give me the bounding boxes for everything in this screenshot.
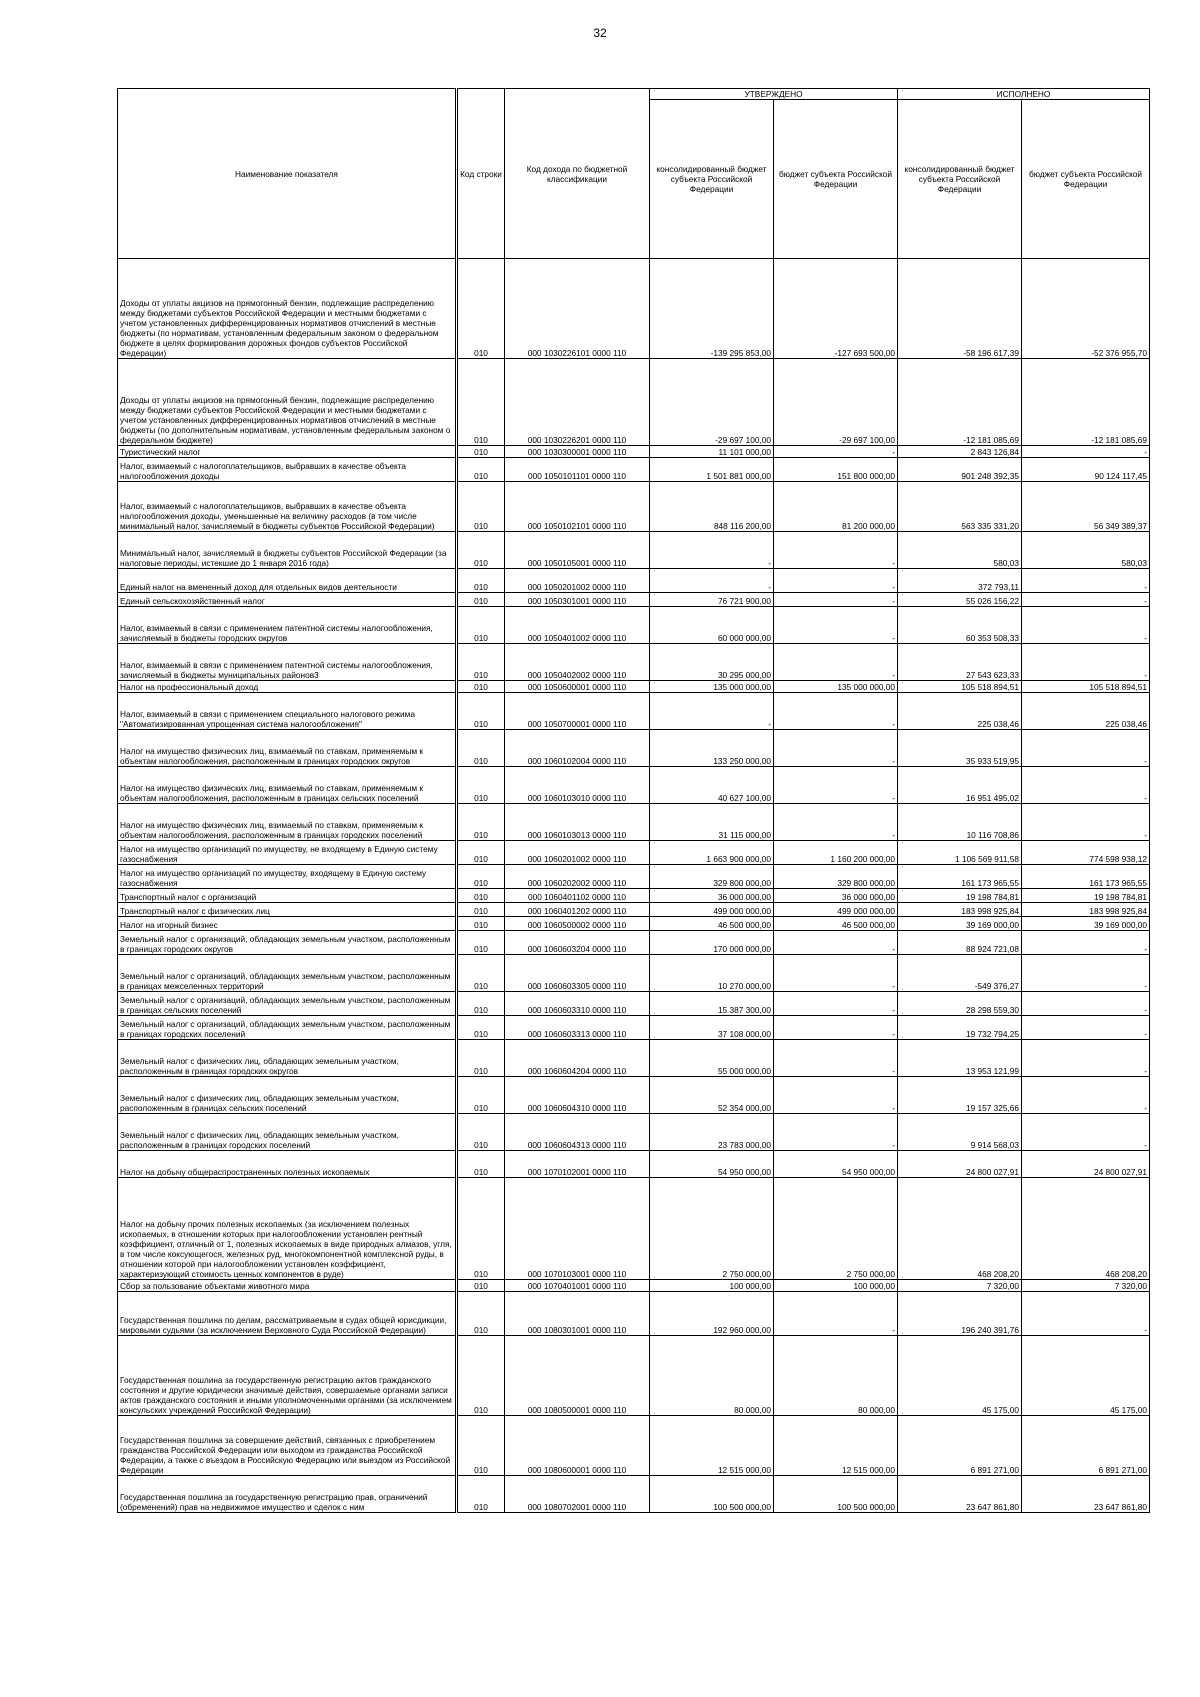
- row-executed-consolidated: 9 914 568,03: [898, 1114, 1022, 1151]
- row-kbk: 000 1030226201 0000 110: [505, 359, 650, 446]
- row-approved-subject: 100 500 000,00: [774, 1476, 898, 1513]
- row-code: 010: [457, 359, 505, 446]
- row-executed-consolidated: 19 732 794,25: [898, 1016, 1022, 1040]
- table-row: [118, 1040, 1150, 1077]
- row-kbk: 000 1050700001 0000 110: [505, 693, 650, 730]
- row-approved-consolidated: -: [650, 693, 774, 730]
- row-kbk: 000 1050401002 0000 110: [505, 607, 650, 644]
- row-kbk: 000 1080600001 0000 110: [505, 1416, 650, 1476]
- row-approved-subject: -: [774, 569, 898, 593]
- row-approved-consolidated: 55 000 000,00: [650, 1040, 774, 1077]
- row-name: Земельный налог с физических лиц, обладающих земельным участком, расположенным в границах городских поселений: [118, 1114, 457, 1151]
- row-executed-consolidated: 372 793,11: [898, 569, 1022, 593]
- row-approved-subject: 100 000,00: [774, 1280, 898, 1292]
- row-executed-consolidated: 13 953 121,99: [898, 1040, 1022, 1077]
- row-approved-subject: 80 000,00: [774, 1336, 898, 1416]
- row-executed-consolidated: 60 353 508,33: [898, 607, 1022, 644]
- row-executed-subject: 161 173 965,55: [1022, 865, 1150, 889]
- row-approved-subject: -: [774, 693, 898, 730]
- row-approved-consolidated: 15 387 300,00: [650, 992, 774, 1016]
- row-approved-subject: -: [774, 1077, 898, 1114]
- row-kbk: 000 1050600001 0000 110: [505, 681, 650, 693]
- row-code: 010: [457, 1114, 505, 1151]
- row-approved-subject: -: [774, 931, 898, 955]
- row-approved-consolidated: 2 750 000,00: [650, 1178, 774, 1280]
- table-row: [118, 903, 1150, 917]
- row-name: Государственная пошлина за государственную регистрацию прав, ограничений (обременений) прав на недвижимое имущество и сделок с ним: [118, 1476, 457, 1513]
- row-executed-consolidated: 161 173 965,55: [898, 865, 1022, 889]
- row-name: Доходы от уплаты акцизов на прямогонный бензин, подлежащие распределению между бюджетами субъектов Российской Федерации и местными бюджетами с учетом установленных дифференцированных нормативов отчислений в местные бюджеты (по дополнительным нормативам, установленным федеральным законом о федеральном бюджете): [118, 359, 457, 446]
- row-name: Транспортный налог с организаций: [118, 889, 457, 903]
- table-row: [118, 1178, 1150, 1280]
- row-approved-subject: 81 200 000,00: [774, 482, 898, 532]
- row-code: 010: [457, 1016, 505, 1040]
- table-row: [118, 1016, 1150, 1040]
- table-row: [118, 804, 1150, 841]
- row-kbk: 000 1060603305 0000 110: [505, 955, 650, 992]
- row-approved-subject: 499 000 000,00: [774, 903, 898, 917]
- row-name: Налог, взимаемый в связи с применением специального налогового режима "Автоматизированная упрощенная система налогообложения": [118, 693, 457, 730]
- table-row: [118, 1336, 1150, 1416]
- row-executed-consolidated: 468 208,20: [898, 1178, 1022, 1280]
- table-row: [118, 458, 1150, 482]
- row-approved-consolidated: 11 101 000,00: [650, 446, 774, 458]
- row-approved-subject: -: [774, 804, 898, 841]
- row-approved-subject: -: [774, 1016, 898, 1040]
- row-kbk: 000 1060604310 0000 110: [505, 1077, 650, 1114]
- row-executed-subject: -: [1022, 931, 1150, 955]
- row-executed-subject: 468 208,20: [1022, 1178, 1150, 1280]
- row-name: Доходы от уплаты акцизов на прямогонный бензин, подлежащие распределению между бюджетами субъектов Российской Федерации и местными бюджетами с учетом установленных дифференцированных нормативов отчислений в местные бюджеты (по нормативам, установленным федеральным законом о федеральном бюджете в целях формирования дорожных фондов субъектов Российской Федерации): [118, 259, 457, 359]
- table-row: [118, 681, 1150, 693]
- row-executed-subject: -: [1022, 593, 1150, 607]
- row-executed-consolidated: 55 026 156,22: [898, 593, 1022, 607]
- row-approved-subject: -: [774, 593, 898, 607]
- row-code: 010: [457, 841, 505, 865]
- row-code: 010: [457, 259, 505, 359]
- row-kbk: 000 1060401102 0000 110: [505, 889, 650, 903]
- row-name: Налог на имущество физических лиц, взимаемый по ставкам, применяемым к объектам налогообложения, расположенным в границах городских поселений: [118, 804, 457, 841]
- table-row: [118, 607, 1150, 644]
- row-executed-subject: 774 598 938,12: [1022, 841, 1150, 865]
- row-code: 010: [457, 804, 505, 841]
- row-executed-subject: -: [1022, 955, 1150, 992]
- row-executed-consolidated: 225 038,46: [898, 693, 1022, 730]
- row-executed-subject: -: [1022, 767, 1150, 804]
- row-approved-subject: -127 693 500,00: [774, 259, 898, 359]
- row-kbk: 000 1080702001 0000 110: [505, 1476, 650, 1513]
- header-executed-subject: бюджет субъекта Российской Федерации: [1022, 100, 1150, 259]
- row-approved-consolidated: 23 783 000,00: [650, 1114, 774, 1151]
- table-row: [118, 865, 1150, 889]
- row-name: Государственная пошлина за государственную регистрацию актов гражданского состояния и другие юридически значимые действия, совершаемые органами записи актов гражданского состояния и иными уполномоченными органами (за исключением консульских учреждений Российской Федерации): [118, 1336, 457, 1416]
- row-executed-subject: 6 891 271,00: [1022, 1416, 1150, 1476]
- row-approved-consolidated: 52 354 000,00: [650, 1077, 774, 1114]
- row-executed-subject: -: [1022, 730, 1150, 767]
- row-approved-consolidated: 10 270 000,00: [650, 955, 774, 992]
- row-approved-consolidated: 192 960 000,00: [650, 1292, 774, 1336]
- row-executed-consolidated: 28 298 559,30: [898, 992, 1022, 1016]
- header-group-approved: УТВЕРЖДЕНО: [650, 89, 898, 100]
- row-name: Туристический налог: [118, 446, 457, 458]
- row-kbk: 000 1060103010 0000 110: [505, 767, 650, 804]
- row-code: 010: [457, 865, 505, 889]
- row-approved-subject: -: [774, 767, 898, 804]
- header-group-executed: ИСПОЛНЕНО: [898, 89, 1150, 100]
- row-code: 010: [457, 730, 505, 767]
- row-approved-subject: -: [774, 1292, 898, 1336]
- row-name: Государственная пошлина по делам, рассматриваемым в судах общей юрисдикции, мировыми судьями (за исключением Верховного Суда Российской Федерации): [118, 1292, 457, 1336]
- table-row: [118, 593, 1150, 607]
- table-row: [118, 889, 1150, 903]
- header-executed-consolidated: консолидированный бюджет субъекта Российской Федерации: [898, 100, 1022, 259]
- row-code: 010: [457, 903, 505, 917]
- report-table: [117, 88, 1150, 1513]
- row-name: Транспортный налог с физических лиц: [118, 903, 457, 917]
- row-approved-subject: -: [774, 730, 898, 767]
- row-code: 010: [457, 917, 505, 931]
- row-approved-subject: -: [774, 446, 898, 458]
- row-executed-consolidated: 1 106 569 911,58: [898, 841, 1022, 865]
- row-approved-consolidated: -139 295 853,00: [650, 259, 774, 359]
- row-name: Государственная пошлина за совершение действий, связанных с приобретением гражданства Российской Федерации или выходом из гражданства Российской Федерации, а также с въездом в Российскую Федерацию или выездом из Российской Федерации: [118, 1416, 457, 1476]
- row-name: Земельный налог с организаций, обладающих земельным участком, расположенным в границах городских поселений: [118, 1016, 457, 1040]
- row-code: 010: [457, 955, 505, 992]
- row-code: 010: [457, 992, 505, 1016]
- row-executed-subject: -: [1022, 1114, 1150, 1151]
- row-code: 010: [457, 1077, 505, 1114]
- row-approved-subject: -: [774, 644, 898, 681]
- row-executed-subject: 183 998 925,84: [1022, 903, 1150, 917]
- row-executed-subject: -: [1022, 569, 1150, 593]
- row-executed-subject: 7 320,00: [1022, 1280, 1150, 1292]
- table-row: [118, 259, 1150, 359]
- row-approved-consolidated: 60 000 000,00: [650, 607, 774, 644]
- row-kbk: 000 1060603313 0000 110: [505, 1016, 650, 1040]
- table-row: [118, 693, 1150, 730]
- table-row: [118, 1292, 1150, 1336]
- row-name: Земельный налог с организаций, обладающих земельным участком, расположенным в границах межселенных территорий: [118, 955, 457, 992]
- row-approved-consolidated: 36 000 000,00: [650, 889, 774, 903]
- page-number: 32: [593, 26, 607, 40]
- row-executed-subject: 24 800 027,91: [1022, 1151, 1150, 1178]
- row-kbk: 000 1060201002 0000 110: [505, 841, 650, 865]
- row-executed-subject: 580,03: [1022, 532, 1150, 569]
- row-kbk: 000 1060604313 0000 110: [505, 1114, 650, 1151]
- row-executed-consolidated: 580,03: [898, 532, 1022, 569]
- row-kbk: 000 1060500002 0000 110: [505, 917, 650, 931]
- row-approved-consolidated: 329 800 000,00: [650, 865, 774, 889]
- row-executed-subject: -: [1022, 1292, 1150, 1336]
- row-kbk: 000 1060603204 0000 110: [505, 931, 650, 955]
- row-executed-subject: -: [1022, 607, 1150, 644]
- row-executed-subject: -: [1022, 1040, 1150, 1077]
- row-approved-subject: -29 697 100,00: [774, 359, 898, 446]
- row-code: 010: [457, 889, 505, 903]
- row-code: 010: [457, 1151, 505, 1178]
- row-executed-consolidated: 6 891 271,00: [898, 1416, 1022, 1476]
- row-approved-consolidated: 54 950 000,00: [650, 1151, 774, 1178]
- row-approved-subject: -: [774, 992, 898, 1016]
- table-row: [118, 644, 1150, 681]
- row-approved-consolidated: -29 697 100,00: [650, 359, 774, 446]
- table-row: [118, 917, 1150, 931]
- row-approved-subject: 1 160 200 000,00: [774, 841, 898, 865]
- table-row: [118, 532, 1150, 569]
- row-approved-subject: 151 800 000,00: [774, 458, 898, 482]
- row-executed-subject: 105 518 894,51: [1022, 681, 1150, 693]
- header-approved-subject: бюджет субъекта Российской Федерации: [774, 100, 898, 259]
- row-approved-subject: 135 000 000,00: [774, 681, 898, 693]
- row-executed-consolidated: 27 543 623,33: [898, 644, 1022, 681]
- row-kbk: 000 1050105001 0000 110: [505, 532, 650, 569]
- row-kbk: 000 1050301001 0000 110: [505, 593, 650, 607]
- row-approved-consolidated: 499 000 000,00: [650, 903, 774, 917]
- row-executed-consolidated: 2 843 126,84: [898, 446, 1022, 458]
- row-kbk: 000 1070401001 0000 110: [505, 1280, 650, 1292]
- table-row: [118, 841, 1150, 865]
- row-code: 010: [457, 931, 505, 955]
- row-executed-subject: 90 124 117,45: [1022, 458, 1150, 482]
- row-approved-subject: -: [774, 1040, 898, 1077]
- row-code: 010: [457, 1476, 505, 1513]
- row-approved-subject: 2 750 000,00: [774, 1178, 898, 1280]
- row-executed-consolidated: 7 320,00: [898, 1280, 1022, 1292]
- row-name: Земельный налог с физических лиц, обладающих земельным участком, расположенным в границах сельских поселений: [118, 1077, 457, 1114]
- row-kbk: 000 1060401202 0000 110: [505, 903, 650, 917]
- row-executed-subject: 45 175,00: [1022, 1336, 1150, 1416]
- row-approved-consolidated: 1 501 881 000,00: [650, 458, 774, 482]
- row-executed-consolidated: 24 800 027,91: [898, 1151, 1022, 1178]
- row-kbk: 000 1060604204 0000 110: [505, 1040, 650, 1077]
- header-code: Код строки: [457, 89, 505, 259]
- row-kbk: 000 1030226101 0000 110: [505, 259, 650, 359]
- row-code: 010: [457, 644, 505, 681]
- row-executed-consolidated: 16 951 495,02: [898, 767, 1022, 804]
- row-executed-subject: 225 038,46: [1022, 693, 1150, 730]
- table-row: [118, 767, 1150, 804]
- table-row: [118, 1114, 1150, 1151]
- row-name: Сбор за пользование объектами животного мира: [118, 1280, 457, 1292]
- row-name: Единый налог на вмененный доход для отдельных видов деятельности: [118, 569, 457, 593]
- row-name: Налог, взимаемый в связи с применением патентной системы налогообложения, зачисляемый в бюджеты муниципальных районов3: [118, 644, 457, 681]
- row-code: 010: [457, 1178, 505, 1280]
- row-code: 010: [457, 1416, 505, 1476]
- row-approved-consolidated: -: [650, 532, 774, 569]
- row-approved-consolidated: 46 500 000,00: [650, 917, 774, 931]
- table-row: [118, 992, 1150, 1016]
- row-executed-subject: -: [1022, 1016, 1150, 1040]
- row-kbk: 000 1050101101 0000 110: [505, 458, 650, 482]
- header-approved-consolidated: консолидированный бюджет субъекта Российской Федерации: [650, 100, 774, 259]
- row-name: Земельный налог с физических лиц, обладающих земельным участком, расположенным в границах городских округов: [118, 1040, 457, 1077]
- row-approved-consolidated: 12 515 000,00: [650, 1416, 774, 1476]
- row-approved-consolidated: 100 500 000,00: [650, 1476, 774, 1513]
- row-approved-consolidated: 133 250 000,00: [650, 730, 774, 767]
- row-approved-subject: -: [774, 532, 898, 569]
- table-body: [118, 259, 1150, 1513]
- row-approved-subject: -: [774, 955, 898, 992]
- row-kbk: 000 1070102001 0000 110: [505, 1151, 650, 1178]
- row-executed-subject: -: [1022, 446, 1150, 458]
- row-kbk: 000 1070103001 0000 110: [505, 1178, 650, 1280]
- row-approved-subject: 36 000 000,00: [774, 889, 898, 903]
- row-approved-consolidated: 100 000,00: [650, 1280, 774, 1292]
- row-executed-consolidated: 563 335 331,20: [898, 482, 1022, 532]
- table-row: [118, 730, 1150, 767]
- row-approved-subject: -: [774, 1114, 898, 1151]
- row-name: Единый сельскохозяйственный налог: [118, 593, 457, 607]
- row-approved-consolidated: 30 295 000,00: [650, 644, 774, 681]
- row-kbk: 000 1050201002 0000 110: [505, 569, 650, 593]
- table-row: [118, 359, 1150, 446]
- row-name: Земельный налог с организаций, обладающих земельным участком, расположенным в границах сельских поселений: [118, 992, 457, 1016]
- row-code: 010: [457, 569, 505, 593]
- table-row: [118, 1476, 1150, 1513]
- row-approved-consolidated: 848 116 200,00: [650, 482, 774, 532]
- row-name: Налог на имущество физических лиц, взимаемый по ставкам, применяемым к объектам налогообложения, расположенным в границах городских округов: [118, 730, 457, 767]
- row-approved-consolidated: 135 000 000,00: [650, 681, 774, 693]
- row-name: Налог, взимаемый с налогоплательщиков, выбравших в качестве объекта налогообложения доходы, уменьшенные на величину расходов (в том числе минимальный налог, зачисляемый в бюджеты субъектов Российской Федерации): [118, 482, 457, 532]
- row-executed-consolidated: 196 240 391,76: [898, 1292, 1022, 1336]
- row-kbk: 000 1080500001 0000 110: [505, 1336, 650, 1416]
- row-approved-subject: 54 950 000,00: [774, 1151, 898, 1178]
- row-executed-subject: -: [1022, 992, 1150, 1016]
- row-code: 010: [457, 1280, 505, 1292]
- table-row: [118, 955, 1150, 992]
- table-row: [118, 569, 1150, 593]
- row-code: 010: [457, 446, 505, 458]
- row-executed-consolidated: 23 647 861,80: [898, 1476, 1022, 1513]
- row-executed-consolidated: -12 181 085,69: [898, 359, 1022, 446]
- row-executed-subject: -12 181 085,69: [1022, 359, 1150, 446]
- row-code: 010: [457, 532, 505, 569]
- row-approved-consolidated: 40 627 100,00: [650, 767, 774, 804]
- row-code: 010: [457, 681, 505, 693]
- row-executed-subject: -52 376 955,70: [1022, 259, 1150, 359]
- table-row: [118, 1280, 1150, 1292]
- row-code: 010: [457, 767, 505, 804]
- row-kbk: 000 1030300001 0000 110: [505, 446, 650, 458]
- row-executed-consolidated: 183 998 925,84: [898, 903, 1022, 917]
- row-kbk: 000 1080301001 0000 110: [505, 1292, 650, 1336]
- row-executed-consolidated: -549 376,27: [898, 955, 1022, 992]
- row-code: 010: [457, 693, 505, 730]
- row-executed-consolidated: 901 248 392,35: [898, 458, 1022, 482]
- row-approved-consolidated: -: [650, 569, 774, 593]
- row-executed-consolidated: 10 116 708,86: [898, 804, 1022, 841]
- row-name: Минимальный налог, зачисляемый в бюджеты субъектов Российской Федерации (за налоговые периоды, истекшие до 1 января 2016 года): [118, 532, 457, 569]
- row-executed-consolidated: 45 175,00: [898, 1336, 1022, 1416]
- row-code: 010: [457, 593, 505, 607]
- row-executed-consolidated: 88 924 721,08: [898, 931, 1022, 955]
- row-code: 010: [457, 1040, 505, 1077]
- row-approved-consolidated: 37 108 000,00: [650, 1016, 774, 1040]
- table-row: [118, 1416, 1150, 1476]
- row-executed-consolidated: 39 169 000,00: [898, 917, 1022, 931]
- row-approved-subject: -: [774, 607, 898, 644]
- row-name: Налог на добычу прочих полезных ископаемых (за исключением полезных ископаемых, в отношении которых при налогообложении установлен рентный коэффициент, отличный от 1, полезных ископаемых в виде природных алмазов, угля, в том числе коксующегося, железных руд, многокомпонентной комплексной руды, в отношении которой при налогообложении установлен коэффициент, характеризующий стоимость ценных компонентов в руде): [118, 1178, 457, 1280]
- row-executed-consolidated: -58 196 617,39: [898, 259, 1022, 359]
- header-kbk: Код дохода по бюджетной классификации: [505, 89, 650, 259]
- row-code: 010: [457, 1336, 505, 1416]
- row-approved-consolidated: 76 721 900,00: [650, 593, 774, 607]
- row-name: Налог на профессиональный доход: [118, 681, 457, 693]
- row-kbk: 000 1050102101 0000 110: [505, 482, 650, 532]
- row-executed-subject: 19 198 784,81: [1022, 889, 1150, 903]
- row-approved-consolidated: 80 000,00: [650, 1336, 774, 1416]
- row-executed-subject: 23 647 861,80: [1022, 1476, 1150, 1513]
- row-approved-consolidated: 31 115 000,00: [650, 804, 774, 841]
- row-executed-subject: -: [1022, 644, 1150, 681]
- row-name: Налог, взимаемый с налогоплательщиков, выбравших в качестве объекта налогообложения доходы: [118, 458, 457, 482]
- row-executed-consolidated: 35 933 519,95: [898, 730, 1022, 767]
- row-name: Налог на имущество организаций по имуществу, входящему в Единую систему газоснабжения: [118, 865, 457, 889]
- row-name: Налог на игорный бизнес: [118, 917, 457, 931]
- row-executed-subject: 56 349 389,37: [1022, 482, 1150, 532]
- header-name: Наименование показателя: [118, 89, 457, 259]
- row-kbk: 000 1060103013 0000 110: [505, 804, 650, 841]
- row-name: Налог, взимаемый в связи с применением патентной системы налогообложения, зачисляемый в бюджеты городских округов: [118, 607, 457, 644]
- row-approved-subject: 12 515 000,00: [774, 1416, 898, 1476]
- row-code: 010: [457, 1292, 505, 1336]
- row-code: 010: [457, 458, 505, 482]
- table-row: [118, 1077, 1150, 1114]
- table-row: [118, 1151, 1150, 1178]
- row-executed-subject: -: [1022, 1077, 1150, 1114]
- row-name: Налог на имущество физических лиц, взимаемый по ставкам, применяемым к объектам налогообложения, расположенным в границах сельских поселений: [118, 767, 457, 804]
- table-row: [118, 931, 1150, 955]
- row-executed-subject: -: [1022, 804, 1150, 841]
- row-executed-subject: 39 169 000,00: [1022, 917, 1150, 931]
- row-kbk: 000 1060202002 0000 110: [505, 865, 650, 889]
- row-executed-consolidated: 19 198 784,81: [898, 889, 1022, 903]
- row-code: 010: [457, 482, 505, 532]
- row-kbk: 000 1060102004 0000 110: [505, 730, 650, 767]
- row-approved-subject: 329 800 000,00: [774, 865, 898, 889]
- row-executed-consolidated: 19 157 325,66: [898, 1077, 1022, 1114]
- row-name: Земельный налог с организаций, обладающих земельным участком, расположенным в границах городских округов: [118, 931, 457, 955]
- row-executed-consolidated: 105 518 894,51: [898, 681, 1022, 693]
- row-approved-consolidated: 1 663 900 000,00: [650, 841, 774, 865]
- row-name: Налог на имущество организаций по имуществу, не входящему в Единую систему газоснабжения: [118, 841, 457, 865]
- row-kbk: 000 1060603310 0000 110: [505, 992, 650, 1016]
- row-code: 010: [457, 607, 505, 644]
- row-approved-subject: 46 500 000,00: [774, 917, 898, 931]
- table-row: [118, 446, 1150, 458]
- table-row: [118, 482, 1150, 532]
- row-name: Налог на добычу общераспространенных полезных ископаемых: [118, 1151, 457, 1178]
- row-approved-consolidated: 170 000 000,00: [650, 931, 774, 955]
- row-kbk: 000 1050402002 0000 110: [505, 644, 650, 681]
